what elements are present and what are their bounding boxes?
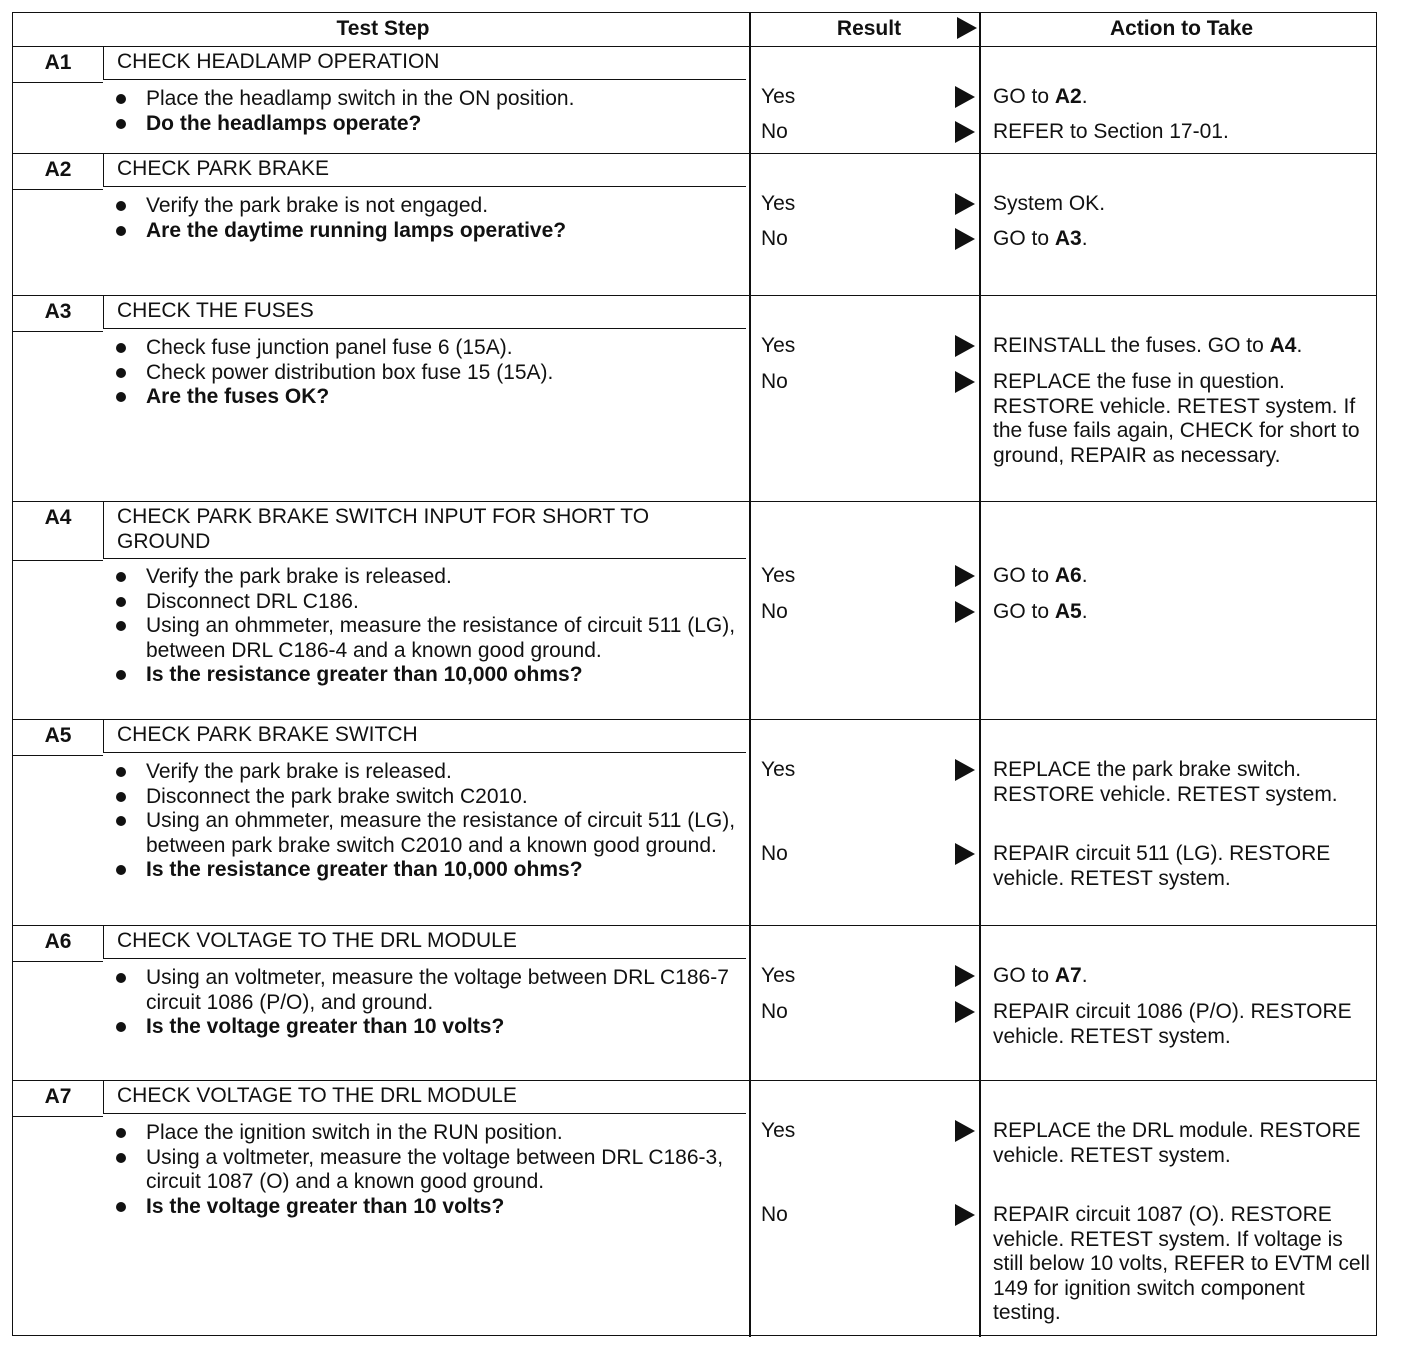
step-instructions bbox=[109, 966, 739, 1040]
diagnostic-table bbox=[12, 12, 1377, 1336]
action-segment: GO to bbox=[993, 600, 1055, 623]
step-instructions bbox=[109, 565, 739, 688]
arrow-right-icon bbox=[955, 759, 975, 781]
step-instructions bbox=[109, 336, 739, 410]
arrow-right-icon bbox=[955, 1204, 975, 1226]
step-title: CHECK PARK BRAKE SWITCH bbox=[103, 720, 746, 753]
title-underline bbox=[13, 560, 103, 561]
step-reference: A7 bbox=[1054, 964, 1082, 987]
step-instruction: Using an voltmeter, measure the voltage between DRL C186-7 circuit 1086 (P/O), and ground. bbox=[109, 966, 739, 1015]
result-no: No bbox=[761, 227, 788, 250]
action-text bbox=[993, 758, 1373, 807]
action-text bbox=[993, 564, 1373, 589]
step-title: CHECK HEADLAMP OPERATION bbox=[103, 47, 746, 80]
step-instruction: Check fuse junction panel fuse 6 (15A). bbox=[109, 336, 739, 361]
action-segment: System OK. bbox=[993, 192, 1106, 215]
step-instructions bbox=[109, 194, 739, 243]
action-segment: REPAIR circuit 1087 (O). RESTORE vehicle. RETEST system. If voltage is still below 10 volts, REFER to EVTM cell 149 for ignition switch component testing. bbox=[993, 1203, 1370, 1325]
action-text bbox=[993, 192, 1373, 217]
action-segment: REINSTALL the fuses. GO to bbox=[993, 334, 1270, 357]
action-segment: . bbox=[1081, 600, 1088, 623]
result-yes: Yes bbox=[761, 1119, 796, 1142]
step-title: CHECK PARK BRAKE SWITCH INPUT FOR SHORT TO GROUND bbox=[103, 502, 746, 559]
step-instruction: Using an ohmmeter, measure the resistance of circuit 511 (LG), between DRL C186-4 and a known good ground. bbox=[109, 614, 739, 663]
title-underline bbox=[13, 331, 103, 332]
action-segment: REPAIR circuit 511 (LG). RESTORE vehicle. RETEST system. bbox=[993, 842, 1331, 890]
test-step-a5 bbox=[13, 719, 1376, 925]
arrow-right-icon bbox=[955, 86, 975, 108]
result-yes: Yes bbox=[761, 85, 796, 108]
arrow-right-icon bbox=[955, 228, 975, 250]
step-reference: A3 bbox=[1054, 227, 1082, 250]
arrow-right-icon bbox=[955, 601, 975, 623]
arrow-right-icon bbox=[955, 335, 975, 357]
step-id: A5 bbox=[44, 724, 72, 747]
header-result: Result bbox=[836, 17, 902, 40]
action-text bbox=[993, 370, 1373, 468]
step-instructions bbox=[109, 1121, 739, 1219]
step-id: A7 bbox=[44, 1085, 72, 1108]
action-segment: REPLACE the park brake switch. RESTORE vehicle. RETEST system. bbox=[993, 758, 1338, 806]
action-segment: . bbox=[1081, 964, 1088, 987]
action-segment: GO to bbox=[993, 564, 1055, 587]
step-instruction: Disconnect DRL C186. bbox=[109, 590, 739, 615]
step-instruction: Using a voltmeter, measure the voltage between DRL C186-3, circuit 1087 (O) and a known good ground. bbox=[109, 1146, 739, 1195]
title-underline bbox=[13, 961, 103, 962]
step-instruction: Place the headlamp switch in the ON position. bbox=[109, 87, 739, 112]
step-id: A3 bbox=[44, 300, 72, 323]
action-text bbox=[993, 120, 1373, 145]
step-question: Is the voltage greater than 10 volts? bbox=[109, 1195, 739, 1220]
arrow-right-icon bbox=[955, 371, 975, 393]
header-action: Action to Take bbox=[1109, 17, 1254, 40]
test-step-a1 bbox=[13, 47, 1376, 153]
action-text bbox=[993, 964, 1373, 989]
test-step-a2 bbox=[13, 153, 1376, 295]
action-text bbox=[993, 1000, 1373, 1049]
step-instructions bbox=[109, 87, 739, 136]
result-no: No bbox=[761, 842, 788, 865]
arrow-right-icon bbox=[955, 965, 975, 987]
table-header bbox=[13, 13, 1376, 47]
result-no: No bbox=[761, 600, 788, 623]
action-text bbox=[993, 1119, 1373, 1168]
result-yes: Yes bbox=[761, 564, 796, 587]
action-text bbox=[993, 842, 1373, 891]
step-question: Are the fuses OK? bbox=[109, 385, 739, 410]
step-instructions bbox=[109, 760, 739, 883]
step-instruction: Place the ignition switch in the RUN position. bbox=[109, 1121, 739, 1146]
action-segment: . bbox=[1296, 334, 1303, 357]
step-title: CHECK VOLTAGE TO THE DRL MODULE bbox=[103, 1081, 746, 1114]
arrow-right-icon bbox=[955, 193, 975, 215]
step-reference: A2 bbox=[1054, 85, 1082, 108]
action-segment: REPLACE the DRL module. RESTORE vehicle. RETEST system. bbox=[993, 1119, 1361, 1167]
result-yes: Yes bbox=[761, 192, 796, 215]
arrow-right-icon bbox=[955, 1001, 975, 1023]
arrow-right-icon bbox=[955, 1120, 975, 1142]
step-instruction: Verify the park brake is released. bbox=[109, 565, 739, 590]
result-yes: Yes bbox=[761, 334, 796, 357]
arrow-right-icon bbox=[955, 121, 975, 143]
header-test-step: Test Step bbox=[336, 17, 430, 40]
step-title: CHECK THE FUSES bbox=[103, 296, 746, 329]
title-underline bbox=[13, 189, 103, 190]
step-instruction: Check power distribution box fuse 15 (15A). bbox=[109, 361, 739, 386]
step-question: Do the headlamps operate? bbox=[109, 112, 739, 137]
title-underline bbox=[13, 82, 103, 83]
result-yes: Yes bbox=[761, 964, 796, 987]
action-segment: REPLACE the fuse in question. RESTORE vehicle. RETEST system. If the fuse fails again, CHECK for short to ground, REPAIR as necessary. bbox=[993, 370, 1360, 467]
action-segment: REPAIR circuit 1086 (P/O). RESTORE vehicle. RETEST system. bbox=[993, 1000, 1352, 1048]
step-question: Is the resistance greater than 10,000 ohms? bbox=[109, 858, 739, 883]
action-segment: GO to bbox=[993, 85, 1055, 108]
title-underline bbox=[13, 1116, 103, 1117]
step-instruction: Disconnect the park brake switch C2010. bbox=[109, 785, 739, 810]
step-title: CHECK VOLTAGE TO THE DRL MODULE bbox=[103, 926, 746, 959]
action-text bbox=[993, 85, 1373, 110]
test-step-a7 bbox=[13, 1080, 1376, 1337]
step-reference: A4 bbox=[1269, 334, 1297, 357]
arrow-right-icon bbox=[957, 17, 977, 39]
action-segment: GO to bbox=[993, 964, 1055, 987]
test-step-a3 bbox=[13, 295, 1376, 501]
step-id: A1 bbox=[44, 51, 72, 74]
action-segment: GO to bbox=[993, 227, 1055, 250]
test-step-a4 bbox=[13, 501, 1376, 719]
step-title: CHECK PARK BRAKE bbox=[103, 154, 746, 187]
step-question: Are the daytime running lamps operative? bbox=[109, 219, 739, 244]
step-instruction: Verify the park brake is released. bbox=[109, 760, 739, 785]
arrow-right-icon bbox=[955, 843, 975, 865]
result-yes: Yes bbox=[761, 758, 796, 781]
title-underline bbox=[13, 755, 103, 756]
result-no: No bbox=[761, 1000, 788, 1023]
step-instruction: Using an ohmmeter, measure the resistance of circuit 511 (LG), between park brake switch C2010 and a known good ground. bbox=[109, 809, 739, 858]
step-id: A4 bbox=[44, 506, 72, 529]
action-segment: . bbox=[1081, 227, 1088, 250]
step-question: Is the voltage greater than 10 volts? bbox=[109, 1015, 739, 1040]
step-id: A2 bbox=[44, 158, 72, 181]
test-step-a6 bbox=[13, 925, 1376, 1080]
arrow-right-icon bbox=[955, 565, 975, 587]
action-text bbox=[993, 227, 1373, 252]
step-reference: A5 bbox=[1054, 600, 1082, 623]
step-instruction: Verify the park brake is not engaged. bbox=[109, 194, 739, 219]
step-id: A6 bbox=[44, 930, 72, 953]
action-segment: . bbox=[1081, 85, 1088, 108]
step-reference: A6 bbox=[1054, 564, 1082, 587]
result-no: No bbox=[761, 370, 788, 393]
step-question: Is the resistance greater than 10,000 ohms? bbox=[109, 663, 739, 688]
action-segment: . bbox=[1081, 564, 1088, 587]
action-text bbox=[993, 600, 1373, 625]
result-no: No bbox=[761, 120, 788, 143]
action-segment: REFER to Section 17-01. bbox=[993, 120, 1229, 143]
action-text bbox=[993, 334, 1373, 359]
action-text bbox=[993, 1203, 1373, 1326]
result-no: No bbox=[761, 1203, 788, 1226]
